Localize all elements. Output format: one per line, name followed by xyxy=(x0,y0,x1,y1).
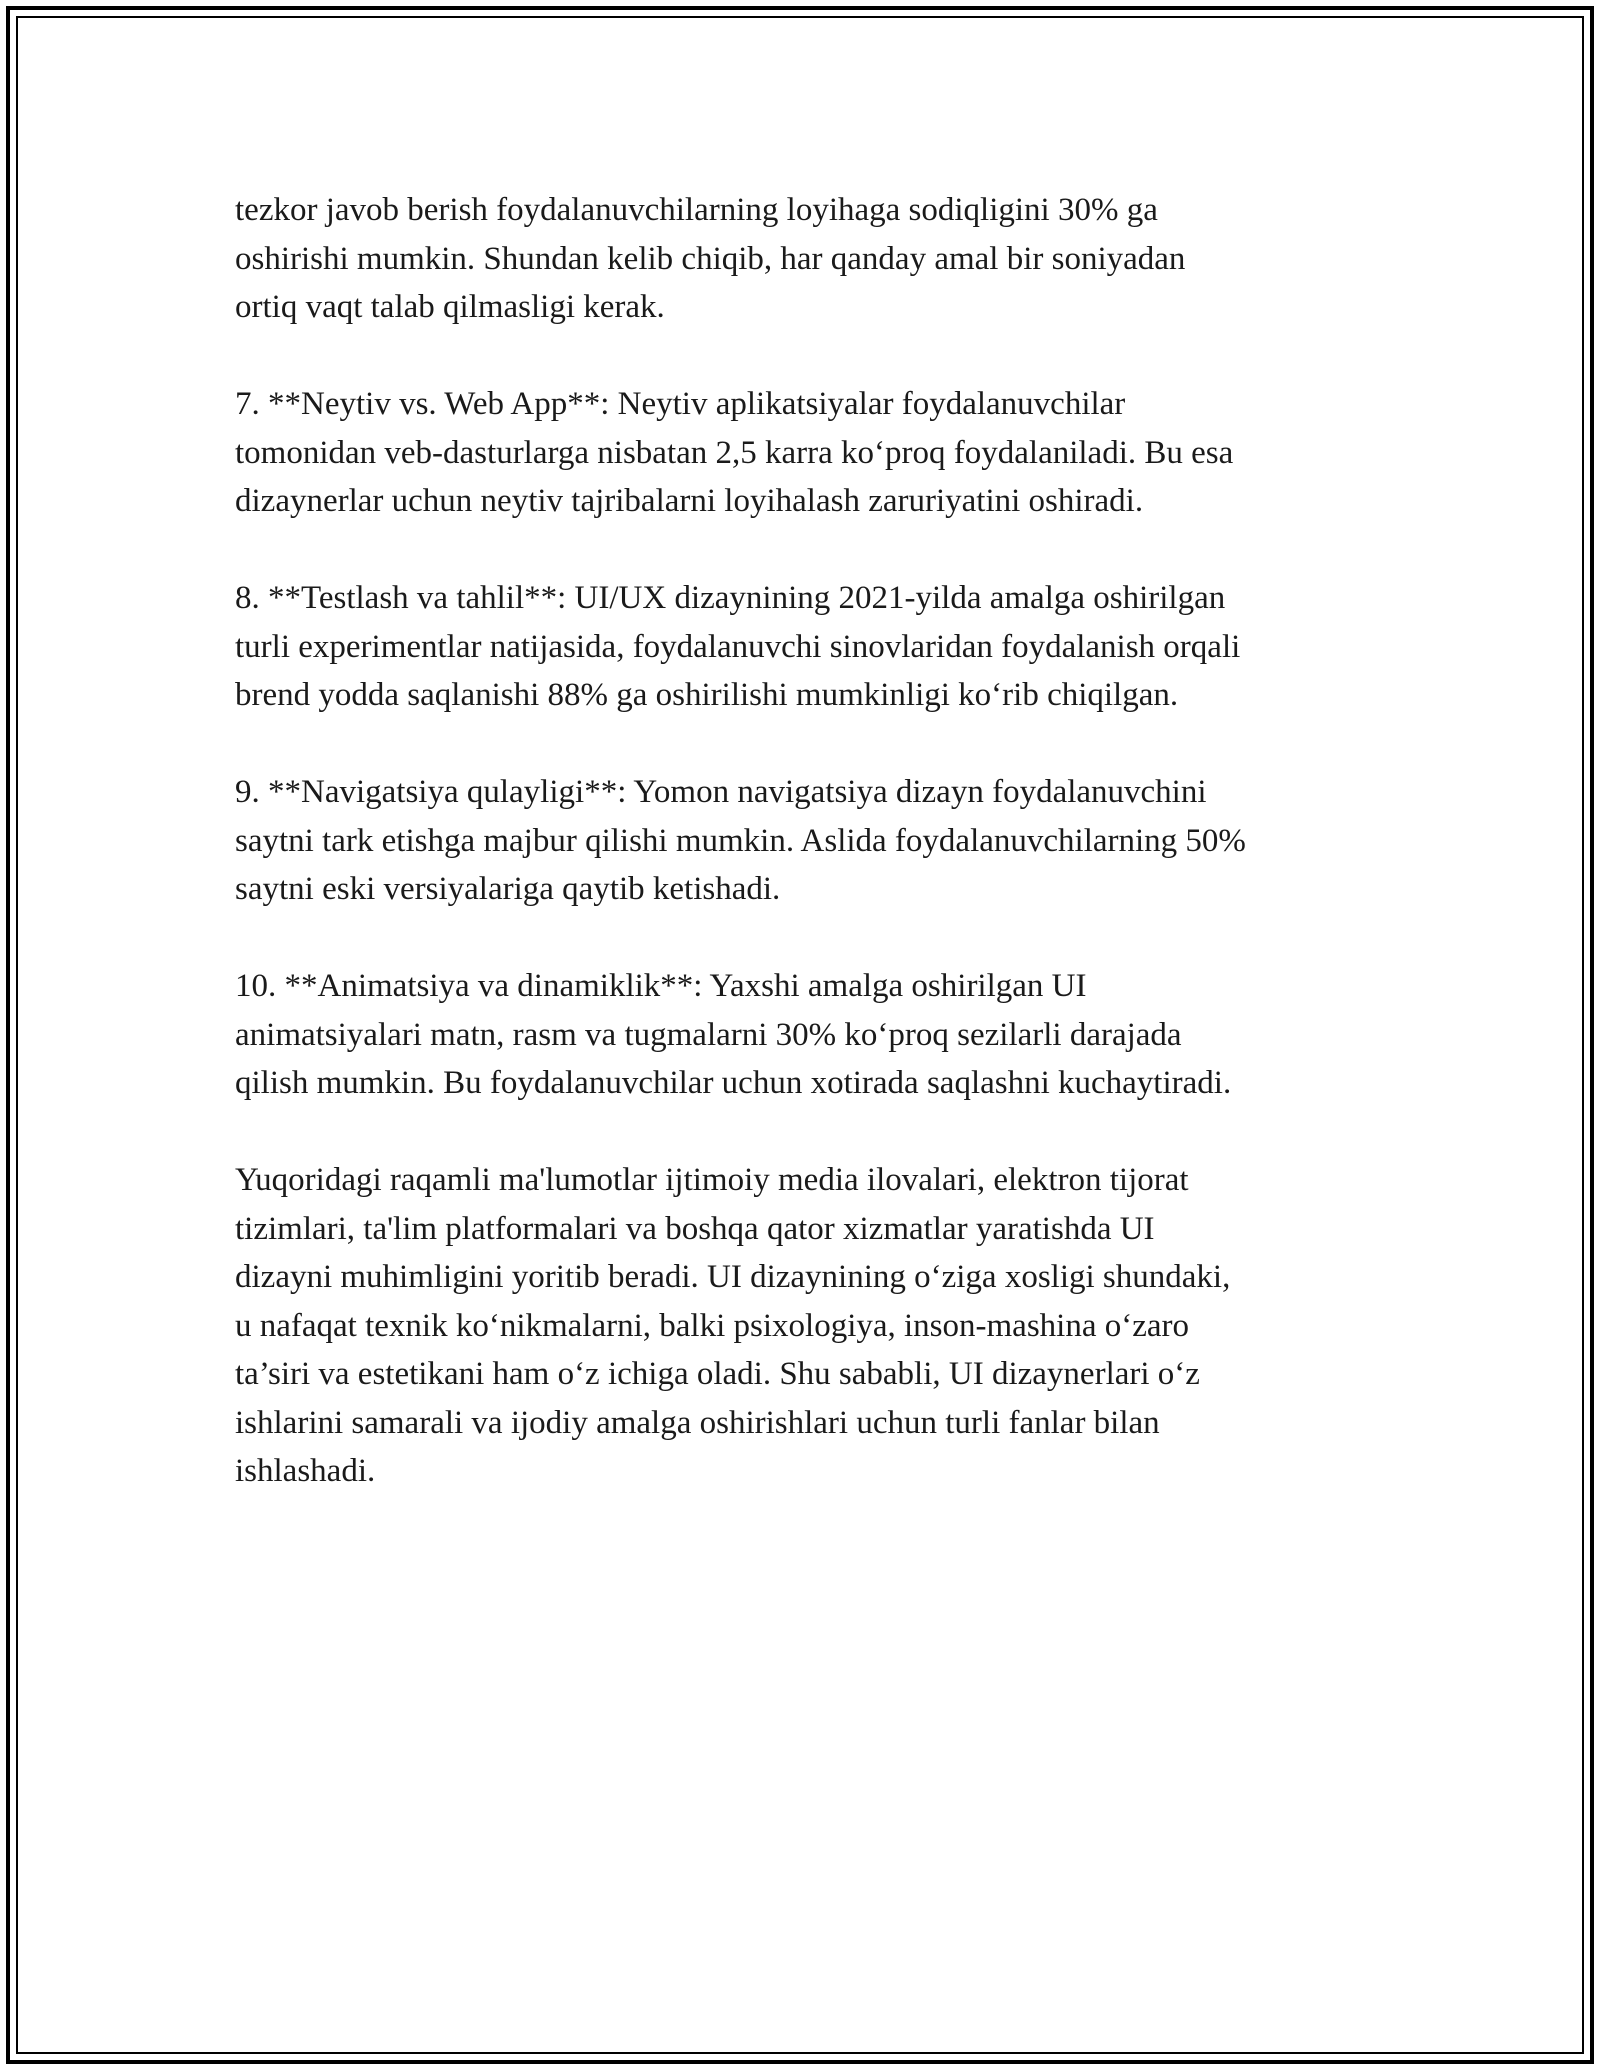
paragraph-animation: 10. **Animatsiya va dinamiklik**: Yaxshi amalga oshirilgan UI animatsiyalari matn, rasm va tugmalarni 30% ko‘proq sezilarli darajada qilish mumkin. Bu foydalanuvchilar uchun xotirada saqlashni kuchaytiradi. xyxy=(235,968,1232,1101)
document-body xyxy=(235,186,1375,1496)
paragraph-testing-analysis: 8. **Testlash va tahlil**: UI/UX dizaynining 2021-yilda amalga oshirilgan turli experimentlar natijasida, foydalanuvchi sinovlaridan foydalanish orqali brend yodda saqlanishi 88% ga oshirilishi mumkinligi ko‘rib chiqilgan. xyxy=(235,580,1241,713)
paragraph-navigation: 9. **Navigatsiya qulayligi**: Yomon navigatsiya dizayn foydalanuvchini saytni tark etishga majbur qilishi mumkin. Aslida foydalanuvchilarning 50% saytni eski versiyalariga qaytib ketishadi. xyxy=(235,774,1246,907)
paragraph-response-speed: tezkor javob berish foydalanuvchilarning loyihaga sodiqligini 30% ga oshirishi mumkin. Shundan kelib chiqib, har qanday amal bir soniyadan ortiq vaqt talab qilmasligi kerak. xyxy=(235,192,1186,325)
paragraph-native-vs-web: 7. **Neytiv vs. Web App**: Neytiv aplikatsiyalar foydalanuvchilar tomonidan veb-dasturlarga nisbatan 2,5 karra ko‘proq foydalaniladi. Bu esa dizaynerlar uchun neytiv tajribalarni loyihalash zaruriyatini oshiradi. xyxy=(235,386,1234,519)
paragraph-conclusion: Yuqoridagi raqamli ma'lumotlar ijtimoiy media ilovalari, elektron tijorat tizimlari, ta'lim platformalari va boshqa qator xizmatlar yaratishda UI dizayni muhimligini yoritib beradi. UI dizaynining o‘ziga xosligi shundaki, u nafaqat texnik ko‘nikmalarni, balki psixologiya, inson-mashina o‘zaro ta’siri va estetikani ham o‘z ichiga oladi. Shu sababli, UI dizaynerlari o‘z ishlarini samarali va ijodiy amalga oshirishlari uchun turli fanlar bilan ishlashadi. xyxy=(235,1162,1231,1489)
